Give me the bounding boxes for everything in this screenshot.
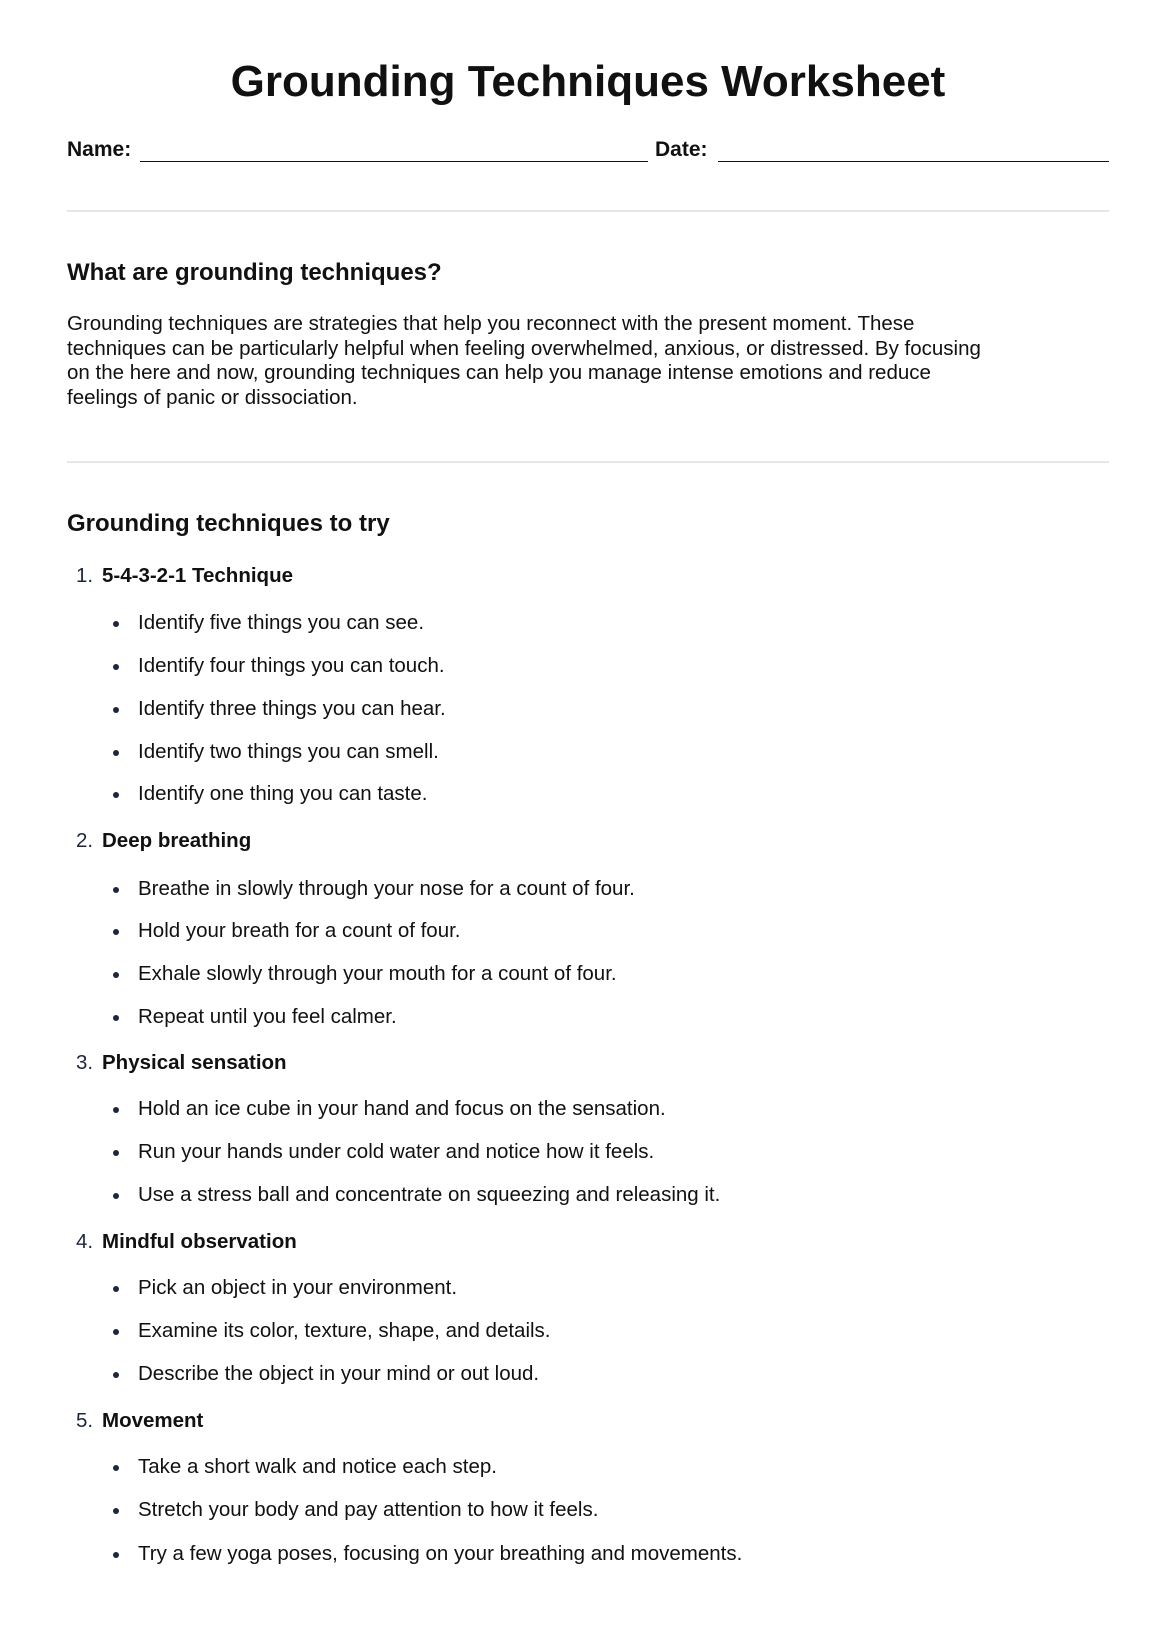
intro-paragraph [67, 312, 1117, 410]
technique-name: Movement [102, 1409, 204, 1432]
bullet-icon [113, 929, 119, 935]
bullet-icon [113, 750, 119, 756]
date-label: Date: [655, 138, 708, 161]
bullet-icon [113, 1465, 119, 1471]
bullet-icon [113, 1552, 119, 1558]
intro-line: feelings of panic or dissociation. [67, 385, 358, 409]
intro-heading: What are grounding techniques? [67, 259, 442, 286]
technique-name: 5-4-3-2-1 Technique [102, 564, 293, 587]
intro-line: techniques can be particularly helpful when feeling overwhelmed, anxious, or distressed. By focusing [67, 336, 981, 360]
technique-name: Physical sensation [102, 1051, 287, 1074]
technique-number: 1. [76, 564, 94, 587]
technique-heading [76, 563, 293, 589]
technique-number: 2. [76, 829, 94, 852]
name-date-row [67, 136, 1109, 166]
bullet-icon [113, 621, 119, 627]
technique-heading [76, 1229, 297, 1255]
intro-line: on the here and now, grounding techniques can help you manage intense emotions and reduce [67, 361, 931, 384]
bullet-icon [113, 887, 119, 893]
page-title: Grounding Techniques Worksheet [230, 57, 946, 106]
bullet-icon [113, 972, 119, 978]
divider [67, 210, 1109, 212]
worksheet-page: Grounding Techniques Worksheet Name: Date: What are grounding techniques? Grounding techniques are strategies that help you reconnect with the present moment. These techniques can be particularly helpful when feeling overwhelmed, anxious, or distressed. By focusing on the here and now, grounding techniques can help you manage intense emotions and reduce feelings of panic or dissociation. Grounding techniques to try 1. 5-4-3-2-1 Technique Identify five things you can see. Identify four things you can touch. Identify three things you can hear. Identify two things you can smell. Identify one thing you can taste. 2. Deep breathing Breathe in slowly through your nose for a count of four. Hold your breath for a count of four. Exhale slowly through your mouth for a count of four. Repeat until you feel calmer. 3. Physical sensation Hold an ice cube in your hand and focus on the sensation. Run your hands under cold water and notice how it feels. Use a stress ball and concentrate on squeezing and releasing it. 4. Mindful observation Pick an object in your environment. Examine its color, texture, shape, and details. Describe the object in your mind or out loud. 5. Movement Take a short walk and notice each step. Stretch your body and pay attention to how it feels. Try a few yoga poses, focusing on your breathing and movements. [0, 0, 1176, 1630]
bullet-icon [113, 1286, 119, 1292]
bullet-icon [113, 1372, 119, 1378]
techniques-heading: Grounding techniques to try [67, 510, 390, 537]
technique-name: Deep breathing [102, 829, 252, 852]
technique-heading [76, 828, 251, 854]
divider [67, 461, 1109, 463]
bullet-icon [113, 1015, 119, 1021]
date-field-line[interactable] [718, 161, 1109, 162]
technique-heading [76, 1050, 287, 1076]
bullet-icon [113, 664, 119, 670]
bullet-icon [113, 1508, 119, 1514]
bullet-icon [113, 707, 119, 713]
name-field-line[interactable] [140, 161, 648, 162]
bullet-icon [113, 1107, 119, 1113]
bullet-icon [113, 1329, 119, 1335]
technique-number: 3. [76, 1051, 94, 1074]
technique-number: 5. [76, 1409, 94, 1432]
technique-name: Mindful observation [102, 1230, 297, 1253]
technique-number: 4. [76, 1230, 94, 1253]
intro-line: Grounding techniques are strategies that help you reconnect with the present moment. These [67, 312, 915, 335]
bullet-icon [113, 792, 119, 798]
technique-heading [76, 1408, 203, 1434]
name-label: Name: [67, 138, 132, 161]
bullet-icon [113, 1150, 119, 1156]
bullet-icon [113, 1193, 119, 1199]
